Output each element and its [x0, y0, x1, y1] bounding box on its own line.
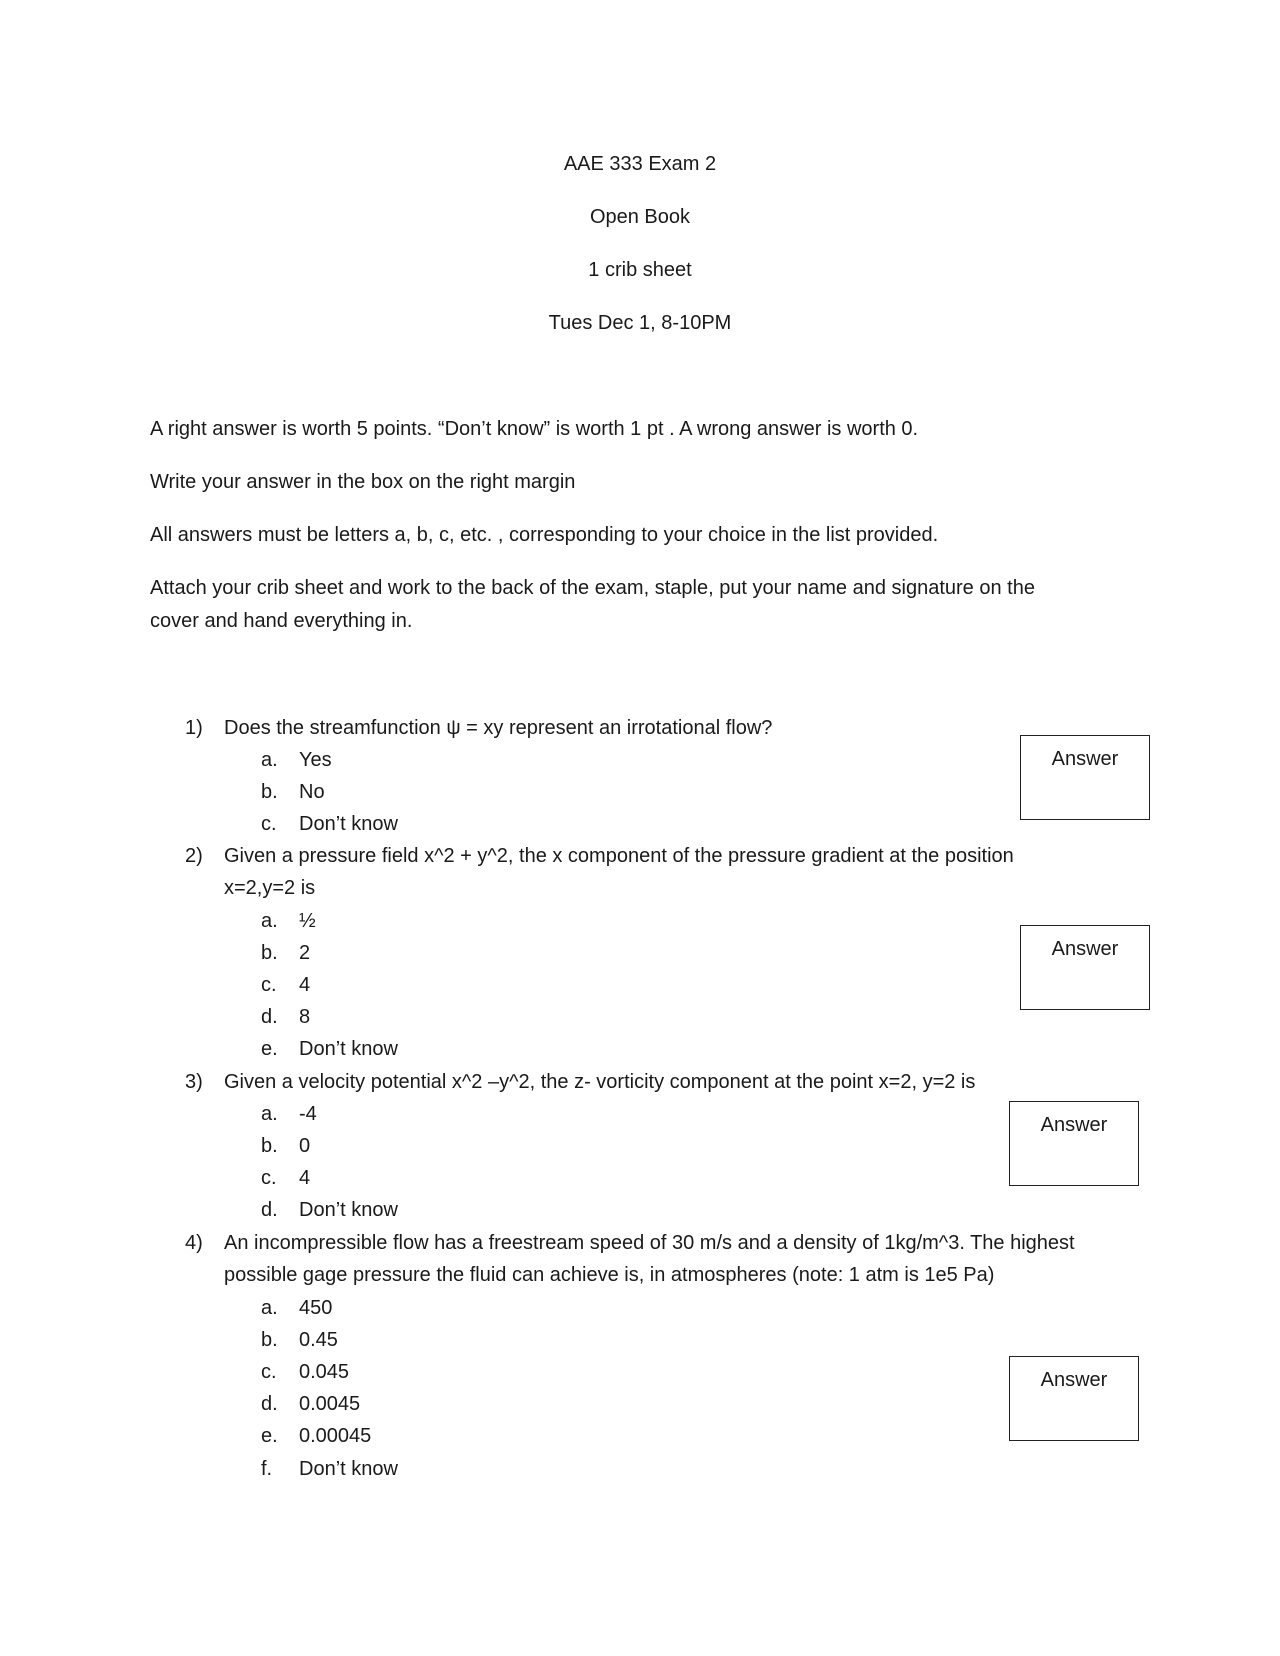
open-book-note: Open Book — [589, 206, 691, 228]
answer-box-1[interactable] — [1020, 735, 1150, 820]
option-letter: a. — [261, 749, 278, 771]
exam-title: AAE 333 Exam 2 — [563, 153, 717, 175]
option-text: 4 — [299, 1167, 311, 1189]
option-letter: d. — [261, 1006, 278, 1028]
question-number: 1) — [185, 717, 203, 739]
option-text: 8 — [299, 1006, 311, 1028]
option-letter: d. — [261, 1199, 278, 1221]
letters-instruction: All answers must be letters a, b, c, etc. , corresponding to your choice in the list provided. — [150, 524, 939, 546]
answer-box-label: Answer — [1040, 1369, 1108, 1391]
question-text: Does the streamfunction ψ = xy represent an irrotational flow? — [224, 717, 773, 739]
answer-box-instruction: Write your answer in the box on the right margin — [150, 471, 576, 493]
option-text: 0.00045 — [299, 1425, 372, 1447]
answer-box-label: Answer — [1051, 938, 1119, 960]
question-text: Given a velocity potential x^2 –y^2, the z- vorticity component at the point x=2, y=2 is — [224, 1071, 976, 1093]
attach-instruction-line1: Attach your crib sheet and work to the back of the exam, staple, put your name and signature on the — [150, 577, 1035, 599]
option-text: Don’t know — [299, 813, 398, 835]
question-number: 3) — [185, 1071, 203, 1093]
answer-box-2[interactable] — [1020, 925, 1150, 1010]
option-text: 2 — [299, 942, 311, 964]
answer-box-4[interactable] — [1009, 1356, 1139, 1441]
scoring-instruction: A right answer is worth 5 points. “Don’t know” is worth 1 pt . A wrong answer is worth 0. — [150, 418, 919, 440]
answer-box-3[interactable] — [1009, 1101, 1139, 1186]
option-letter: c. — [261, 1167, 277, 1189]
option-letter: a. — [261, 1297, 278, 1319]
option-text: ½ — [299, 910, 316, 932]
option-text: Don’t know — [299, 1458, 398, 1480]
option-letter: e. — [261, 1425, 278, 1447]
question-text: Given a pressure field x^2 + y^2, the x component of the pressure gradient at the position — [224, 845, 1014, 867]
answer-box-label: Answer — [1040, 1114, 1108, 1136]
option-text: Yes — [299, 749, 332, 771]
question-number: 2) — [185, 845, 203, 867]
option-text: 0.0045 — [299, 1393, 361, 1415]
option-letter: a. — [261, 910, 278, 932]
option-letter: c. — [261, 813, 277, 835]
question-text: An incompressible flow has a freestream speed of 30 m/s and a density of 1kg/m^3. The highest — [224, 1232, 1075, 1254]
exam-date: Tues Dec 1, 8-10PM — [548, 312, 732, 334]
option-letter: b. — [261, 942, 278, 964]
option-letter: a. — [261, 1103, 278, 1125]
option-text: Don’t know — [299, 1199, 398, 1221]
answer-box-label: Answer — [1051, 748, 1119, 770]
option-letter: e. — [261, 1038, 278, 1060]
option-text: Don’t know — [299, 1038, 398, 1060]
question-number: 4) — [185, 1232, 203, 1254]
question-text-continued: x=2,y=2 is — [224, 877, 316, 899]
question-text-continued: possible gage pressure the fluid can achieve is, in atmospheres (note: 1 atm is 1e5 Pa) — [224, 1264, 995, 1286]
option-text: -4 — [299, 1103, 317, 1125]
option-letter: b. — [261, 781, 278, 803]
option-letter: b. — [261, 1329, 278, 1351]
option-letter: c. — [261, 974, 277, 996]
option-letter: b. — [261, 1135, 278, 1157]
option-text: 450 — [299, 1297, 333, 1319]
option-letter: f. — [261, 1458, 273, 1480]
option-text: No — [299, 781, 325, 803]
option-text: 0.045 — [299, 1361, 350, 1383]
option-text: 0 — [299, 1135, 311, 1157]
option-letter: c. — [261, 1361, 277, 1383]
option-letter: d. — [261, 1393, 278, 1415]
crib-sheet-note: 1 crib sheet — [588, 259, 692, 281]
option-text: 4 — [299, 974, 311, 996]
option-text: 0.45 — [299, 1329, 338, 1351]
attach-instruction-line2: cover and hand everything in. — [150, 610, 413, 632]
